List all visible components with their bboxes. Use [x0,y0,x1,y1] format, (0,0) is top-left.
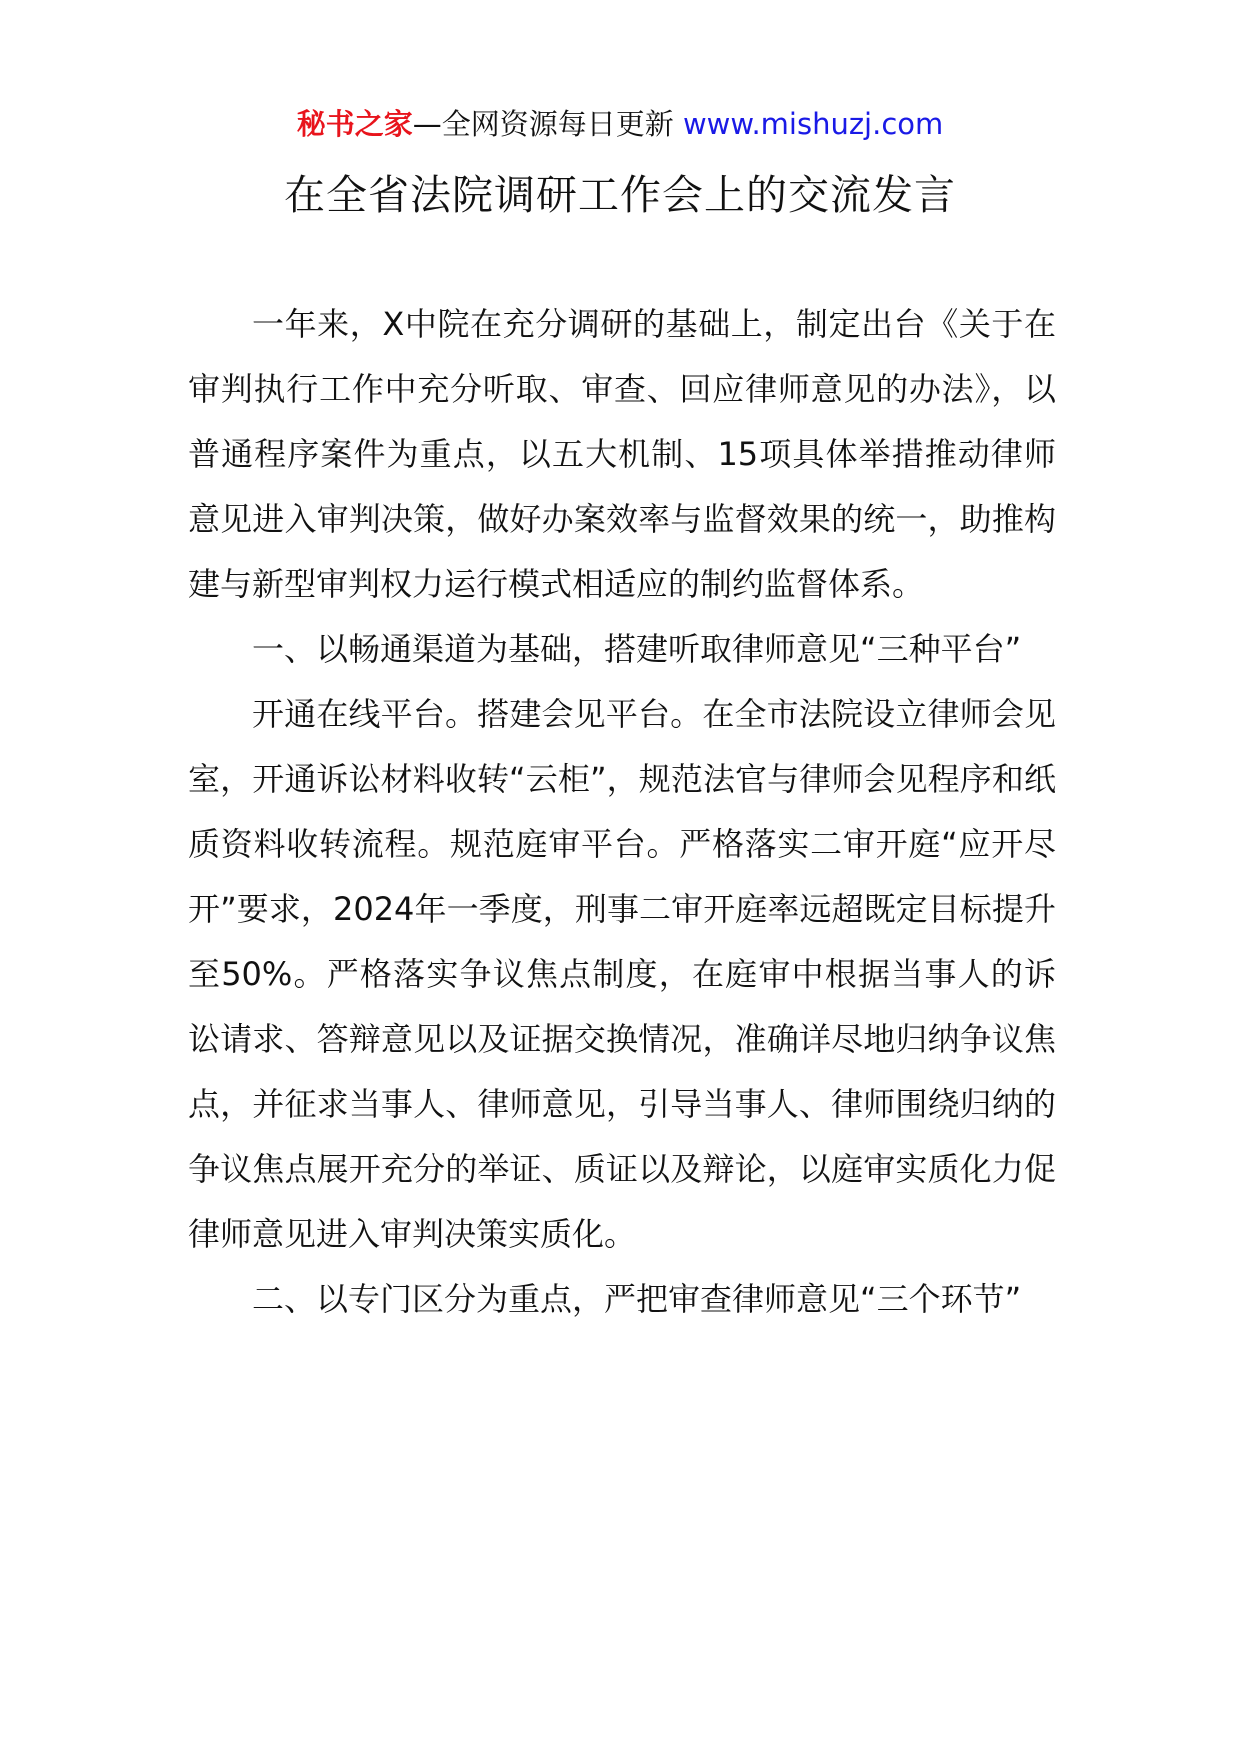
document-body [188,292,1056,1332]
section-heading-2: 二、以专门区分为重点，严把审查律师意见“三个环节” [252,1280,1022,1318]
paragraph-section-1: 开通在线平台。搭建会见平台。在全市法院设立律师会见室，开通诉讼材料收转“云柜”，规范法官与律师会见程序和纸质资料收转流程。规范庭审平台。严格落实二审开庭“应开尽开”要求，2024年一季度，刑事二审开庭率远超既定目标提升至50%。严格落实争议焦点制度，在庭审中根据当事人的诉讼请求、答辩意见以及证据交换情况，准确详尽地归纳争议焦点，并征求当事人、律师意见，引导当事人、律师围绕归纳的争议焦点展开充分的举证、质证以及辩论，以庭审实质化力促律师意见进入审判决策实质化。 [188,695,1056,1253]
site-slogan: —全网资源每日更新 [412,107,683,141]
brand-name: 秘书之家 [296,107,413,141]
site-url-link[interactable]: www.mishuzj.com [682,107,944,141]
site-header [0,104,1240,144]
paragraph-intro: 一年来，X中院在充分调研的基础上，制定出台《关于在审判执行工作中充分听取、审查、回应律师意见的办法》，以普通程序案件为重点，以五大机制、15项具体举措推动律师意见进入审判决策，做好办案效率与监督效果的统一，助推构建与新型审判权力运行模式相适应的制约监督体系。 [188,305,1056,603]
section-heading-1: 一、以畅通渠道为基础，搭建听取律师意见“三种平台” [252,630,1022,668]
document-title: 在全省法院调研工作会上的交流发言 [284,171,956,219]
